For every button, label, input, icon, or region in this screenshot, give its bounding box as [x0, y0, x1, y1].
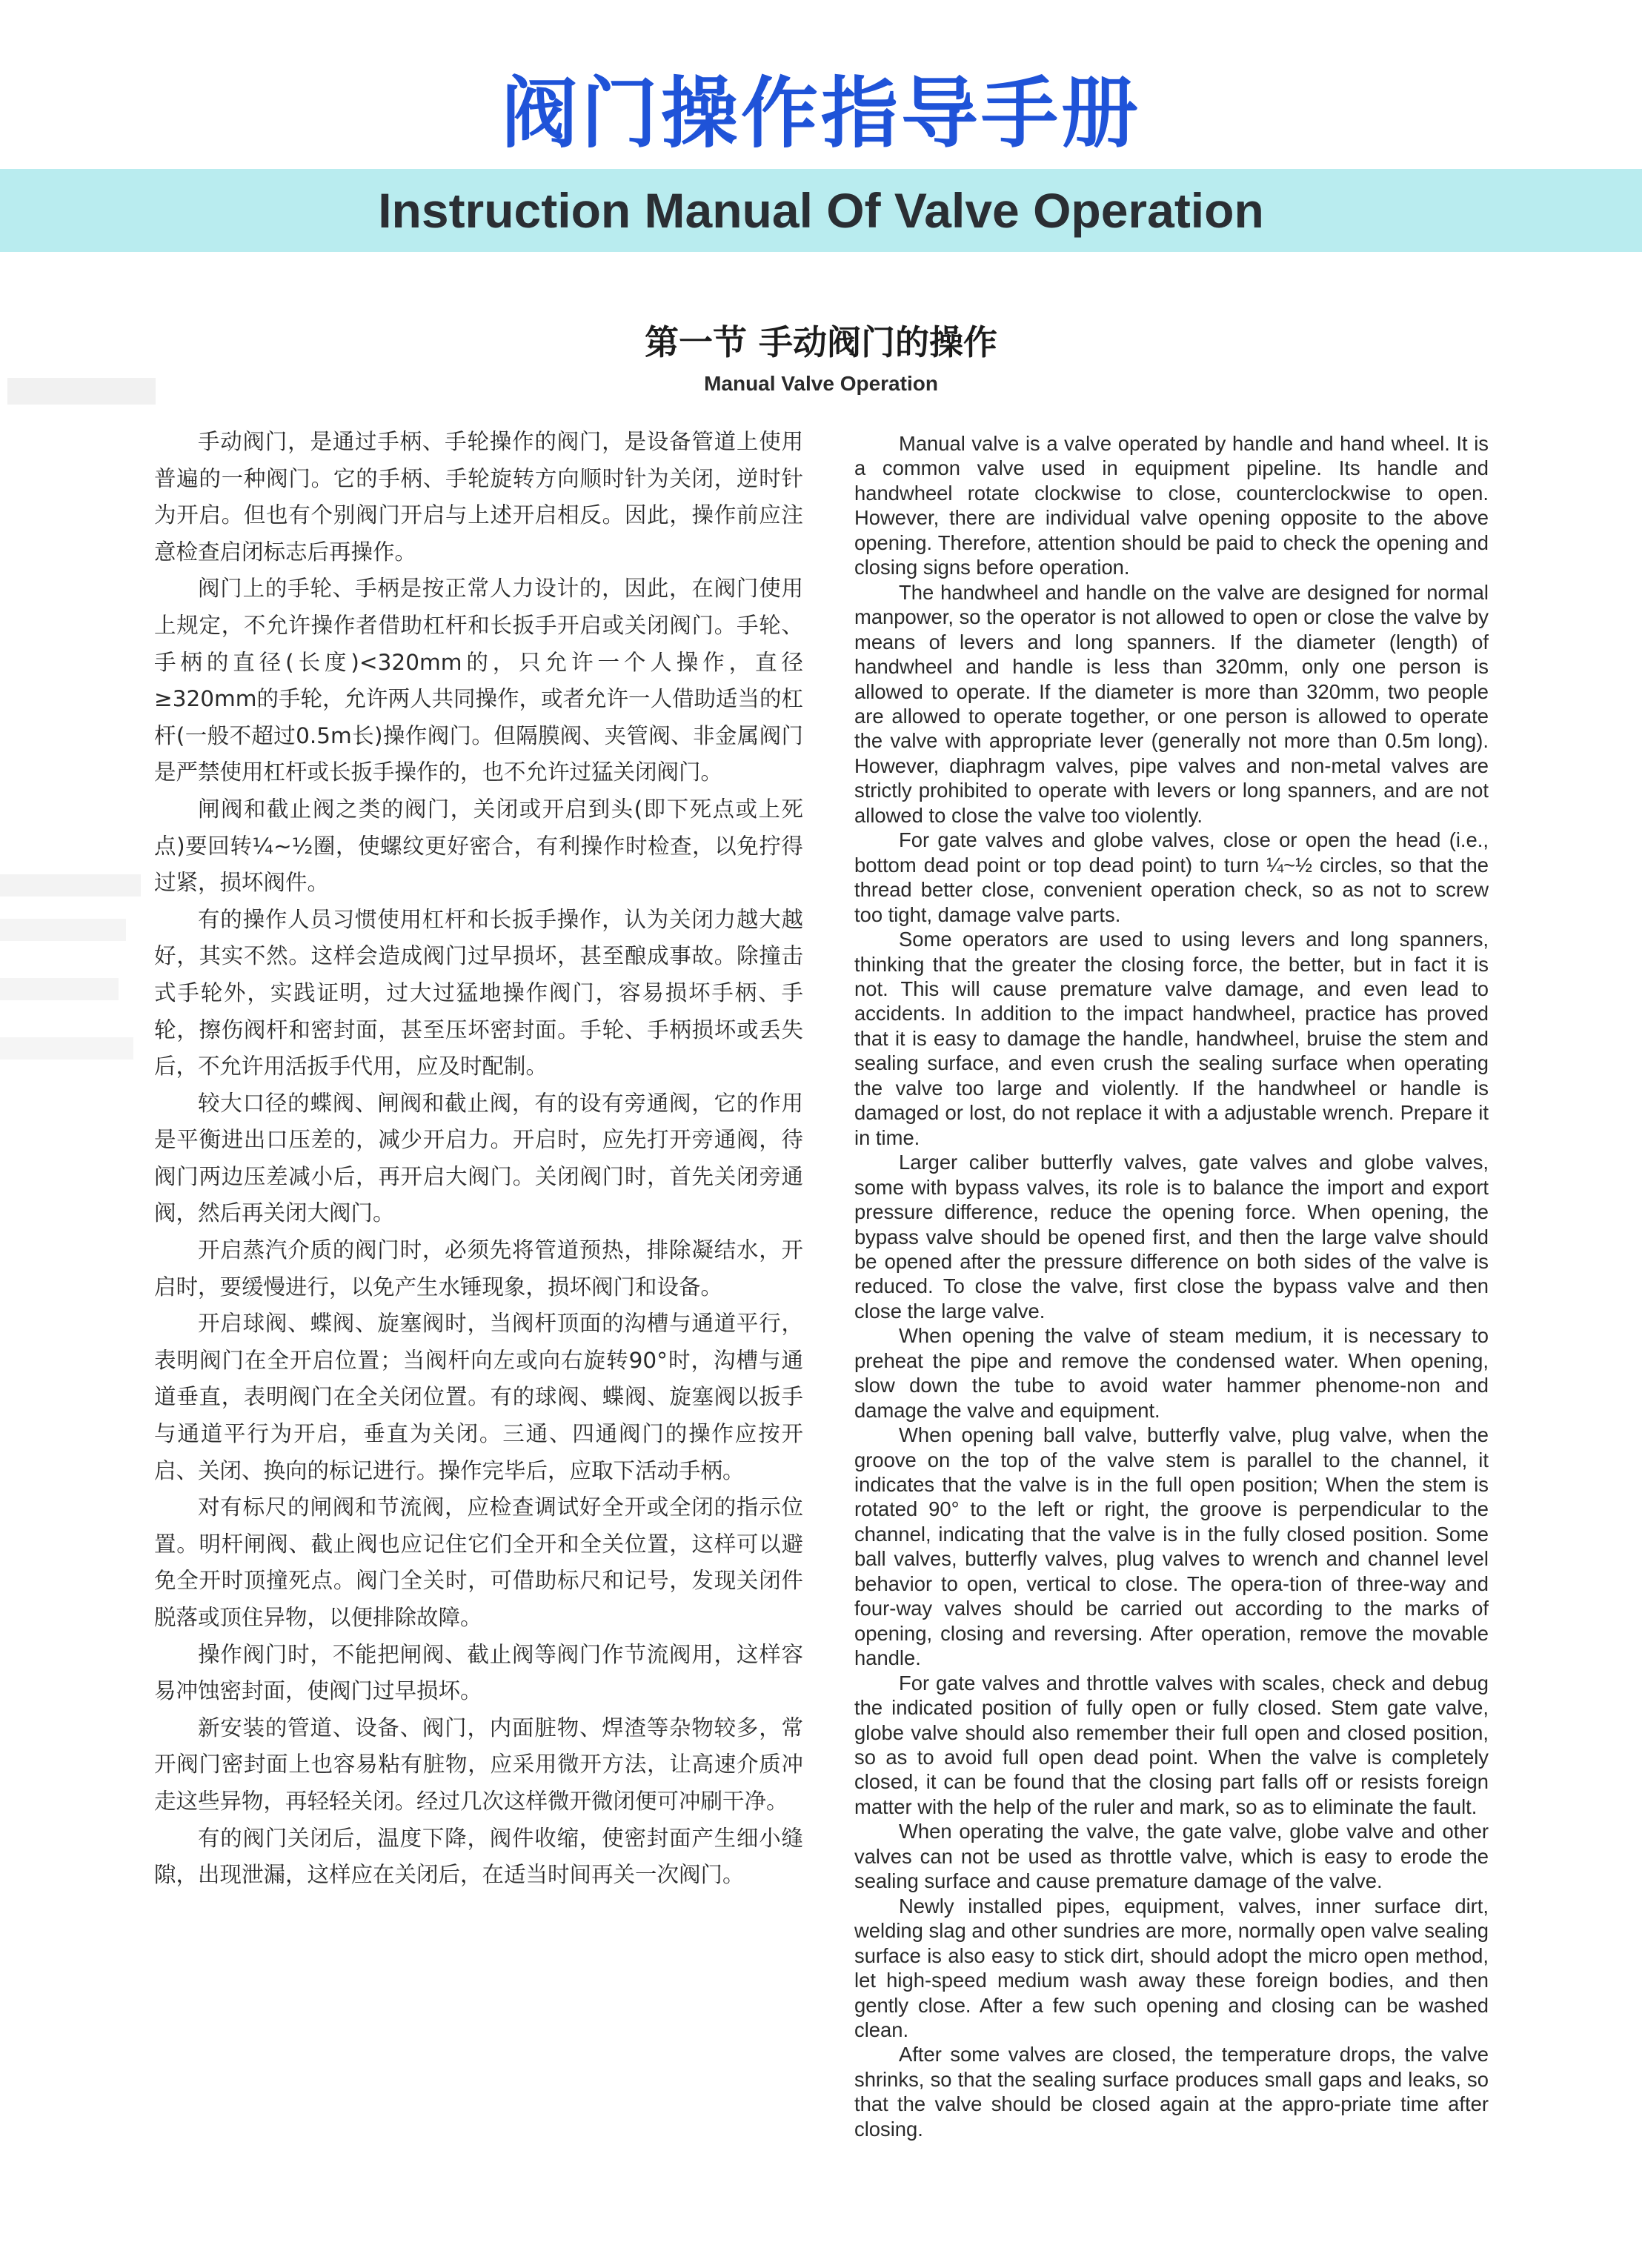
cn-paragraph: 操作阀门时，不能把闸阀、截止阀等阀门作节流阀用，这样容易冲蚀密封面，使阀门过早损坏。 [154, 1641, 803, 1704]
en-paragraph: For gate valves and globe valves, close or open the head (i.e., bottom dead point or top dead point) to turn ¼~½ circles, so that the thread better close, convenient operation check, so as not to screw too tight, damage valve parts. [854, 828, 1489, 926]
cn-paragraph: 手动阀门，是通过手柄、手轮操作的阀门，是设备管道上使用普遍的一种阀门。它的手柄、手轮旋转方向顺时针为关闭，逆时针为开启。但也有个别阀门开启与上述开启相反。因此，操作前应注意检查启闭标志后再操作。 [154, 429, 803, 565]
title-banner [0, 169, 1642, 252]
cn-paragraph: 对有标尺的闸阀和节流阀，应检查调试好全开或全闭的指示位置。明杆闸阀、截止阀也应记住它们全开和全关位置，这样可以避免全开时顶撞死点。阀门全关时，可借助标尺和记号，发现关闭件脱落或顶住异物，以便排除故障。 [154, 1494, 803, 1630]
en-paragraph: Some operators are used to using levers and long spanners, thinking that the greater the closing force, the better, but in fact it is not. This will cause premature valve damage, and even lead to accidents. In addition to the impact handwheel, practice has proved that it is easy to damage the handle, handwheel, bruise the stem and sealing surface, and even crush the sealing surface when operating the valve too large and violently. If the handwheel or handle is damaged or lost, do not replace it with a adjustable wrench. Prepare it in time. [854, 928, 1489, 1149]
bleed-through-artifact [0, 370, 163, 1111]
cn-paragraph: 阀门上的手轮、手柄是按正常人力设计的，因此，在阀门使用上规定，不允许操作者借助杠杆和长扳手开启或关闭阀门。手轮、手柄的直径(长度)<320mm的，只允许一个人操作，直径≥320mm的手轮，允许两人共同操作，或者允许一人借助适当的杠杆(一般不超过0.5m长)操作阀门。但隔膜阀、夹管阀、非金属阀门是严禁使用杠杆或长扳手操作的，也不允许过猛关闭阀门。 [154, 576, 803, 785]
en-paragraph: For gate valves and throttle valves with scales, check and debug the indicated position of fully open or fully closed. Stem gate valve, globe valve should also remember their full open and closed position, so as to avoid full open dead point. When the valve is completely closed, it can be found that the closing part falls off or resists foreign matter with the help of the ruler and mark, so as to eliminate the fault. [854, 1671, 1489, 1818]
section-title-cn: 第一节 手动阀门的操作 [644, 322, 997, 362]
en-paragraph: When operating the valve, the gate valve, globe valve and other valves can not be used as throttle valve, which is easy to erode the sealing surface and cause premature damage of the valve. [854, 1820, 1489, 1893]
en-paragraph: Newly installed pipes, equipment, valves, inner surface dirt, welding slag and other sundries are more, normally open valve sealing surface is also easy to stick dirt, should adopt the micro open method, let high-speed medium wash away these foreign bodies, and then gently close. After a few such opening and closing can be washed clean. [854, 1894, 1489, 2041]
cn-paragraph: 有的阀门关闭后，温度下降，阀件收缩，使密封面产生细小缝隙，出现泄漏，这样应在关闭后，在适当时间再关一次阀门。 [154, 1825, 803, 1888]
section-title-en: Manual Valve Operation [704, 372, 938, 395]
en-paragraph: After some valves are closed, the temperature drops, the valve shrinks, so that the sealing surface produces small gaps and leaks, so that the valve should be closed again at the appro-priate time after closing. [854, 2043, 1489, 2141]
cn-paragraph: 开启蒸汽介质的阀门时，必须先将管道预热，排除凝结水，开启时，要缓慢进行，以免产生水锤现象，损坏阀门和设备。 [154, 1237, 803, 1300]
english-column [854, 431, 1489, 2141]
page-title-en: Instruction Manual Of Valve Operation [378, 183, 1264, 238]
cn-paragraph: 较大口径的蝶阀、闸阀和截止阀，有的设有旁通阀，它的作用是平衡进出口压差的，减少开启力。开启时，应先打开旁通阀，待阀门两边压差减小后，再开启大阀门。关闭阀门时，首先关闭旁通阀，然后再关闭大阀门。 [154, 1090, 803, 1226]
page-title-cn: 阀门操作指导手册 [500, 68, 1141, 159]
chinese-column [154, 424, 803, 1894]
cn-paragraph: 有的操作人员习惯使用杠杆和长扳手操作，认为关闭力越大越好，其实不然。这样会造成阀门过早损坏，甚至酿成事故。除撞击式手轮外，实践证明，过大过猛地操作阀门，容易损坏手柄、手轮，擦伤阀杆和密封面，甚至压坏密封面。手轮、手柄损坏或丢失后，不允许用活扳手代用，应及时配制。 [154, 906, 803, 1080]
cn-paragraph: 新安装的管道、设备、阀门，内面脏物、焊渣等杂物较多，常开阀门密封面上也容易粘有脏物，应采用微开方法，让高速介质冲走这些异物，再轻轻关闭。经过几次这样微开微闭便可冲刷干净。 [154, 1715, 803, 1814]
en-paragraph: Manual valve is a valve operated by handle and hand wheel. It is a common valve used in equipment pipeline. Its handle and handwheel rotate clockwise to close, counterclockwise to open. However, there are individual valve opening opposite to the above opening. Therefore, attention should be paid to check the opening and closing signs before operation. [854, 432, 1489, 579]
en-paragraph: Larger caliber butterfly valves, gate valves and globe valves, some with bypass valves, its role is to balance the import and export pressure difference, reduce the opening force. When opening, the bypass valve should be opened first, and then the large valve should be opened after the pressure difference on both sides of the valve is reduced. To close the valve, first close the bypass valve and then close the large valve. [854, 1151, 1489, 1323]
en-paragraph: When opening the valve of steam medium, it is necessary to preheat the pipe and remove the condensed water. When opening, slow down the tube to avoid water hammer phenome-non and damage the valve and equipment. [854, 1324, 1489, 1422]
cn-paragraph: 开启球阀、蝶阀、旋塞阀时，当阀杆顶面的沟槽与通道平行，表明阀门在全开启位置；当阀杆向左或向右旋转90°时，沟槽与通道垂直，表明阀门在全关闭位置。有的球阀、蝶阀、旋塞阀以扳手与通道平行为开启，垂直为关闭。三通、四通阀门的操作应按开启、关闭、换向的标记进行。操作完毕后，应取下活动手柄。 [154, 1311, 803, 1483]
en-paragraph: When opening ball valve, butterfly valve, plug valve, when the groove on the top of the valve stem is parallel to the channel, it indicates that the valve is in the full open position; When the stem is rotated 90° to the left or right, the groove is perpendicular to the channel, indicating that the valve is in the fully closed position. Some ball valves, butterfly valves, plug valves to wrench and channel level behavior to open, vertical to close. The opera-tion of three-way and four-way valves should be carried out according to the marks of opening, closing and reversing. After operation, remove the movable handle. [854, 1423, 1489, 1670]
en-paragraph: The handwheel and handle on the valve are designed for normal manpower, so the operator is not allowed to open or close the valve by means of levers and long spanners. If the diameter (length) of handwheel and handle is less than 320mm, only one person is allowed to operate. If the diameter is more than 320mm, two people are allowed to operate together, or one person is allowed to operate the valve with appropriate lever (generally not more than 0.5m long). However, diaphragm valves, pipe valves and non-metal valves are strictly prohibited to operate with levers or long spanners, and are not allowed to close the valve too violently. [854, 580, 1489, 827]
cn-paragraph: 闸阀和截止阀之类的阀门，关闭或开启到头(即下死点或上死点)要回转¼~½圈，使螺纹更好密合，有利操作时检查，以免拧得过紧，损坏阀件。 [154, 796, 803, 896]
